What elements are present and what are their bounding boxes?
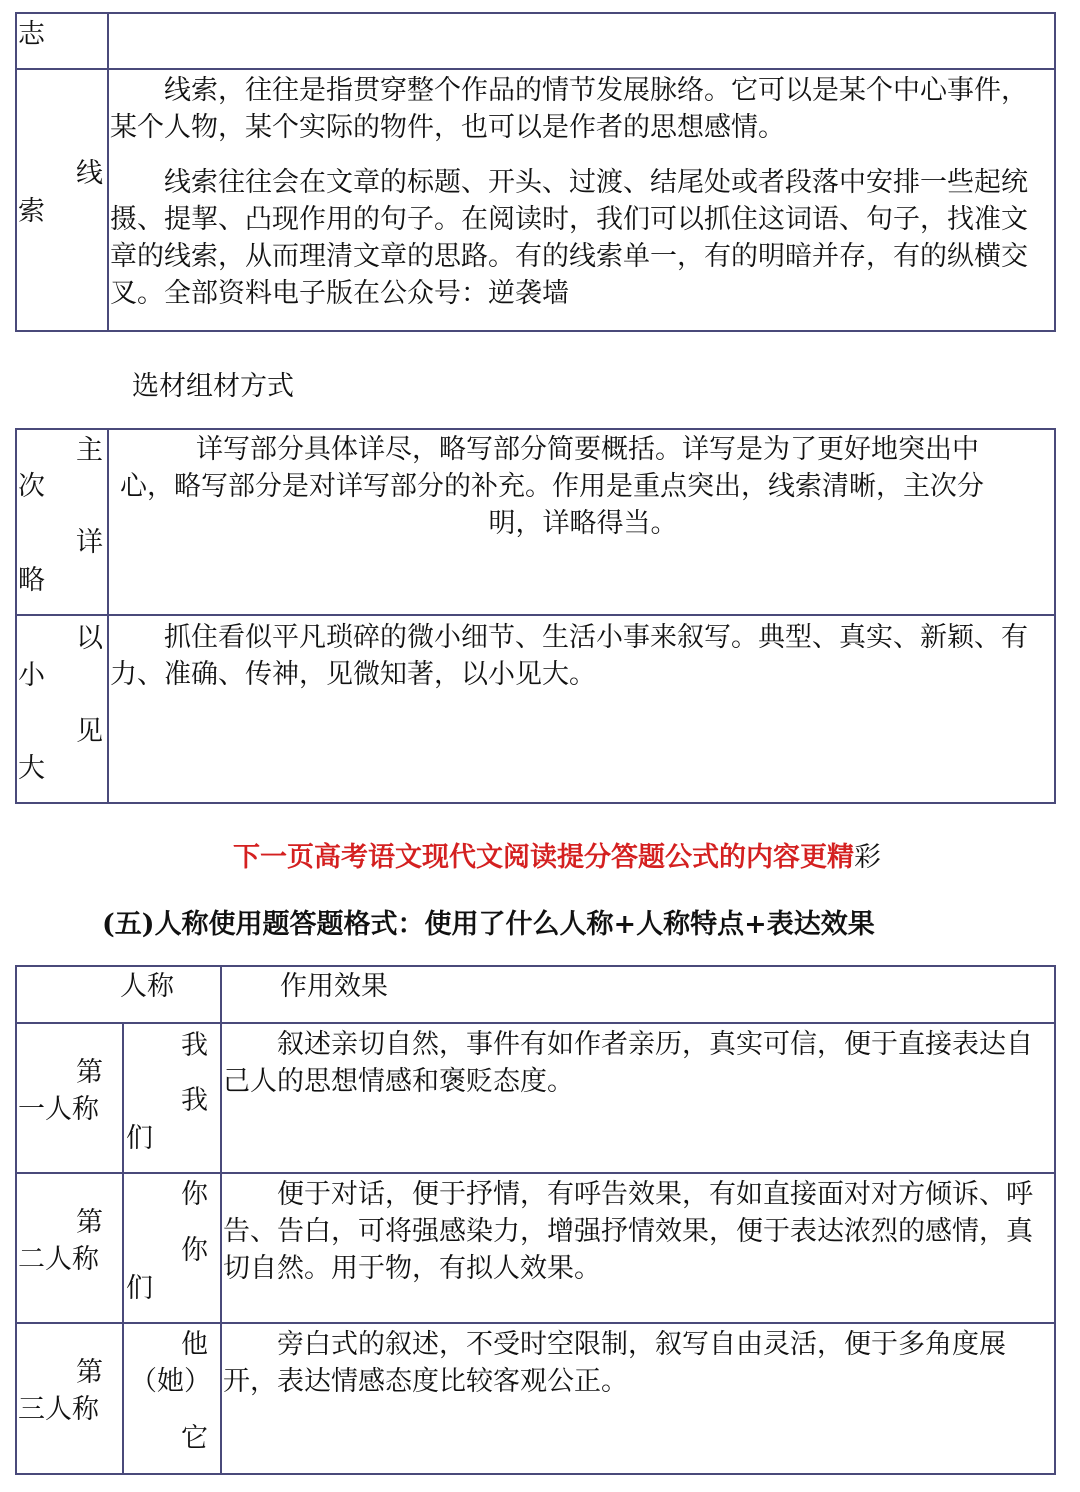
third-person-effect: 旁白式的叙述，不受时空限制，叙写自由灵活，便于多角度展开，表达情感态度比较客观公正。 bbox=[223, 1329, 1006, 1397]
label-ci: 次 bbox=[18, 471, 45, 502]
person-usage-subheading: (五)人称使用题答题格式：使用了什么人称+人称特点+表达效果 bbox=[102, 909, 875, 940]
first-pronoun-c: 们 bbox=[126, 1123, 153, 1154]
third-person-label-a: 第 bbox=[76, 1357, 103, 1388]
section-title: 选材组材方式 bbox=[132, 371, 294, 402]
table3-row1-divider bbox=[15, 1172, 1056, 1174]
zhuci-text-line1: 详写部分具体详尽，略写部分简要概括。详写是为了更好地突出中 bbox=[196, 434, 979, 465]
row-label-xian: 线 bbox=[76, 158, 103, 189]
label-xiao: 小 bbox=[18, 660, 45, 691]
second-pronoun-c: 们 bbox=[126, 1273, 153, 1304]
banner-red-text: 下一页高考语文现代文阅读提分答题公式的内容更精 bbox=[233, 842, 854, 873]
second-pronoun-a: 你 bbox=[181, 1179, 208, 1210]
first-person-effect: 叙述亲切自然，事件有如作者亲历，真实可信，便于直接表达自己人的思想情感和褒贬态度。 bbox=[223, 1029, 1033, 1097]
table3-col-divider-sub bbox=[122, 1022, 124, 1475]
row-label-zhi: 志 bbox=[18, 19, 45, 50]
table3-col-divider-main bbox=[220, 965, 222, 1475]
label-zhu: 主 bbox=[76, 435, 103, 466]
label-xiang: 详 bbox=[76, 527, 103, 558]
first-pronoun-a: 我 bbox=[181, 1030, 208, 1061]
label-da: 大 bbox=[18, 753, 45, 784]
xiansuo-usage: 线索往往会在文章的标题、开头、过渡、结尾处或者段落中安排一些起统摄、提挈、凸现作用的句子。在阅读时，我们可以抓住这词语、句子，找准文章的线索，从而理清文章的思路。有的线索单一，有的明暗并存，有的纵横交叉。全部资料电子版在公众号：逆袭墙 bbox=[110, 167, 1028, 309]
next-page-banner bbox=[233, 835, 881, 874]
table2-col-divider bbox=[107, 428, 109, 804]
first-pronoun-b: 我 bbox=[181, 1085, 208, 1116]
second-person-label-a: 第 bbox=[76, 1207, 103, 1238]
table3-row2-divider bbox=[15, 1322, 1056, 1324]
xiansuo-definition: 线索，往往是指贯穿整个作品的情节发展脉络。它可以是某个中心事件，某个人物，某个实际的物件，也可以是作者的思想感情。 bbox=[110, 75, 1028, 143]
label-jian: 见 bbox=[76, 716, 103, 747]
header-person: 人称 bbox=[120, 971, 174, 1002]
table1-col-divider bbox=[107, 12, 109, 332]
label-yi: 以 bbox=[76, 623, 103, 654]
second-person-effect: 便于对话，便于抒情，有呼告效果，有如直接面对对方倾诉、呼告、告白，可将强感染力，增强抒情效果，便于表达浓烈的感情，真切自然。用于物，有拟人效果。 bbox=[223, 1179, 1033, 1284]
table2-divider bbox=[15, 614, 1056, 616]
yixiaojianda-text: 抓住看似平凡琐碎的微小细节、生活小事来叙写。典型、真实、新颖、有力、准确、传神，见微知著，以小见大。 bbox=[110, 622, 1028, 690]
third-pronoun-a: 他 bbox=[181, 1329, 208, 1360]
first-person-label-a: 第 bbox=[76, 1057, 103, 1088]
third-pronoun-c: 它 bbox=[181, 1423, 208, 1454]
second-pronoun-b: 你 bbox=[181, 1235, 208, 1266]
row-label-suo: 索 bbox=[18, 196, 45, 227]
label-lue: 略 bbox=[18, 565, 45, 596]
zhuci-text-line3: 明，详略得当。 bbox=[488, 508, 678, 539]
header-effect: 作用效果 bbox=[280, 971, 388, 1002]
third-person-label-b: 三人称 bbox=[18, 1394, 99, 1425]
second-person-label-b: 二人称 bbox=[18, 1244, 99, 1275]
zhuci-text-line2: 心，略写部分是对详写部分的补充。作用是重点突出，线索清晰，主次分 bbox=[120, 471, 984, 502]
first-person-label-b: 一人称 bbox=[18, 1094, 99, 1125]
table1-divider bbox=[15, 68, 1056, 70]
banner-tail-text: 彩 bbox=[854, 842, 881, 873]
third-pronoun-b: （她） bbox=[130, 1366, 211, 1397]
table3-header-divider bbox=[15, 1022, 1056, 1024]
